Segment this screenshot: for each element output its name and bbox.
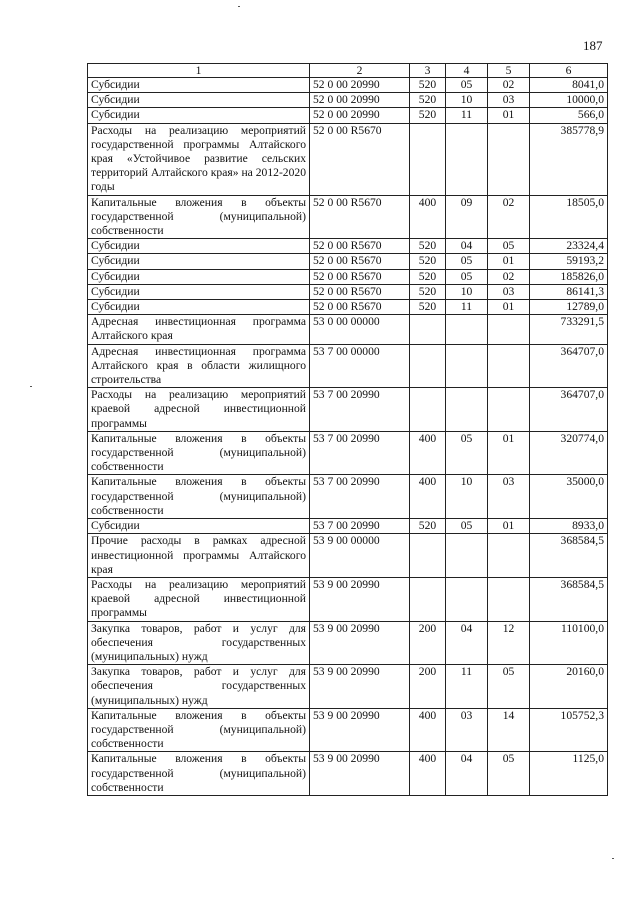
cell-section: 04 — [446, 621, 488, 665]
cell-amount: 86141,3 — [530, 284, 608, 299]
cell-amount: 10000,0 — [530, 93, 608, 108]
cell-subsection: 03 — [488, 93, 530, 108]
cell-subsection: 02 — [488, 269, 530, 284]
cell-amount: 733291,5 — [530, 315, 608, 344]
cell-expense-type: 520 — [410, 78, 446, 93]
cell-name: Закупка товаров, работ и услуг для обеспечения государственных (муниципальных) нужд — [88, 621, 310, 665]
cell-code: 52 0 00 R5670 — [310, 284, 410, 299]
cell-expense-type — [410, 344, 446, 388]
table-body — [88, 78, 608, 796]
cell-code: 53 7 00 20990 — [310, 388, 410, 432]
table-row — [88, 78, 608, 93]
cell-name: Прочие расходы в рамках адресной инвестиционной программы Алтайского края — [88, 534, 310, 578]
cell-expense-type: 400 — [410, 708, 446, 752]
cell-name: Адресная инвестиционная программа Алтайского края — [88, 315, 310, 344]
cell-amount: 105752,3 — [530, 708, 608, 752]
cell-subsection — [488, 344, 530, 388]
cell-subsection: 05 — [488, 752, 530, 796]
cell-amount: 23324,4 — [530, 239, 608, 254]
cell-code: 53 0 00 00000 — [310, 315, 410, 344]
cell-section — [446, 534, 488, 578]
header-col-6: 6 — [530, 64, 608, 78]
cell-name: Капитальные вложения в объекты государственной (муниципальной) собственности — [88, 752, 310, 796]
cell-amount: 566,0 — [530, 108, 608, 123]
header-col-1: 1 — [88, 64, 310, 78]
cell-amount: 110100,0 — [530, 621, 608, 665]
table-row — [88, 344, 608, 388]
cell-code: 52 0 00 R5670 — [310, 300, 410, 315]
table-row — [88, 108, 608, 123]
cell-section: 03 — [446, 708, 488, 752]
cell-section — [446, 123, 488, 195]
cell-section: 04 — [446, 752, 488, 796]
cell-amount: 185826,0 — [530, 269, 608, 284]
cell-name: Субсидии — [88, 284, 310, 299]
cell-name: Субсидии — [88, 93, 310, 108]
cell-section: 10 — [446, 475, 488, 519]
cell-name: Субсидии — [88, 519, 310, 534]
table-row — [88, 254, 608, 269]
scan-speck — [612, 858, 614, 859]
cell-subsection: 01 — [488, 108, 530, 123]
cell-name: Капитальные вложения в объекты государственной (муниципальной) собственности — [88, 431, 310, 475]
cell-expense-type — [410, 577, 446, 621]
table-header — [88, 64, 608, 78]
cell-section: 05 — [446, 78, 488, 93]
cell-expense-type: 520 — [410, 300, 446, 315]
cell-subsection: 02 — [488, 78, 530, 93]
cell-expense-type: 520 — [410, 254, 446, 269]
cell-name: Адресная инвестиционная программа Алтайского края в области жилищного строительства — [88, 344, 310, 388]
cell-code: 53 9 00 20990 — [310, 577, 410, 621]
cell-amount: 8933,0 — [530, 519, 608, 534]
cell-code: 53 9 00 20990 — [310, 665, 410, 709]
cell-code: 52 0 00 R5670 — [310, 123, 410, 195]
cell-name: Субсидии — [88, 269, 310, 284]
cell-subsection: 01 — [488, 254, 530, 269]
cell-name: Капитальные вложения в объекты государственной (муниципальной) собственности — [88, 195, 310, 239]
cell-name: Субсидии — [88, 108, 310, 123]
cell-section — [446, 577, 488, 621]
cell-amount: 320774,0 — [530, 431, 608, 475]
header-col-3: 3 — [410, 64, 446, 78]
cell-expense-type: 520 — [410, 239, 446, 254]
cell-amount: 364707,0 — [530, 388, 608, 432]
cell-subsection — [488, 315, 530, 344]
cell-subsection: 01 — [488, 519, 530, 534]
table-row — [88, 475, 608, 519]
table-row — [88, 388, 608, 432]
table-row — [88, 93, 608, 108]
table-row — [88, 315, 608, 344]
cell-amount: 12789,0 — [530, 300, 608, 315]
table-row — [88, 577, 608, 621]
cell-expense-type: 520 — [410, 269, 446, 284]
cell-expense-type: 200 — [410, 665, 446, 709]
cell-section: 09 — [446, 195, 488, 239]
cell-code: 52 0 00 20990 — [310, 93, 410, 108]
cell-amount: 368584,5 — [530, 577, 608, 621]
cell-amount: 35000,0 — [530, 475, 608, 519]
table-row — [88, 431, 608, 475]
cell-subsection: 05 — [488, 239, 530, 254]
cell-subsection — [488, 388, 530, 432]
cell-subsection — [488, 123, 530, 195]
header-row — [88, 64, 608, 78]
cell-section: 11 — [446, 665, 488, 709]
cell-amount: 20160,0 — [530, 665, 608, 709]
cell-code: 53 9 00 20990 — [310, 752, 410, 796]
cell-code: 53 9 00 20990 — [310, 708, 410, 752]
cell-section: 05 — [446, 254, 488, 269]
cell-code: 53 7 00 20990 — [310, 475, 410, 519]
cell-section: 05 — [446, 431, 488, 475]
cell-section: 05 — [446, 269, 488, 284]
cell-code: 53 7 00 00000 — [310, 344, 410, 388]
cell-section: 11 — [446, 108, 488, 123]
cell-subsection: 14 — [488, 708, 530, 752]
cell-code: 52 0 00 20990 — [310, 108, 410, 123]
table-row — [88, 534, 608, 578]
cell-name: Расходы на реализацию мероприятий краевой адресной инвестиционной программы — [88, 577, 310, 621]
cell-section: 05 — [446, 519, 488, 534]
header-col-5: 5 — [488, 64, 530, 78]
cell-subsection: 03 — [488, 284, 530, 299]
cell-amount: 368584,5 — [530, 534, 608, 578]
cell-expense-type — [410, 388, 446, 432]
cell-expense-type: 520 — [410, 108, 446, 123]
cell-expense-type: 400 — [410, 431, 446, 475]
cell-code: 52 0 00 R5670 — [310, 269, 410, 284]
cell-amount: 59193,2 — [530, 254, 608, 269]
cell-expense-type: 200 — [410, 621, 446, 665]
cell-code: 52 0 00 R5670 — [310, 239, 410, 254]
table-row — [88, 519, 608, 534]
header-col-4: 4 — [446, 64, 488, 78]
cell-expense-type: 520 — [410, 284, 446, 299]
cell-code: 53 9 00 20990 — [310, 621, 410, 665]
cell-subsection — [488, 577, 530, 621]
cell-code: 53 7 00 20990 — [310, 519, 410, 534]
cell-name: Субсидии — [88, 78, 310, 93]
cell-expense-type — [410, 534, 446, 578]
table-row — [88, 621, 608, 665]
cell-section: 10 — [446, 93, 488, 108]
cell-expense-type: 400 — [410, 475, 446, 519]
cell-subsection: 12 — [488, 621, 530, 665]
cell-expense-type: 400 — [410, 195, 446, 239]
cell-name: Расходы на реализацию мероприятий государственной программы Алтайского края «Устойчивое развитие сельских территорий Алтайского края» на 2012-2020 годы — [88, 123, 310, 195]
cell-subsection: 05 — [488, 665, 530, 709]
budget-table — [87, 63, 608, 796]
cell-section — [446, 388, 488, 432]
cell-code: 52 0 00 R5670 — [310, 254, 410, 269]
cell-name: Расходы на реализацию мероприятий краевой адресной инвестиционной программы — [88, 388, 310, 432]
cell-subsection: 03 — [488, 475, 530, 519]
cell-expense-type: 520 — [410, 519, 446, 534]
scan-speck — [238, 6, 240, 7]
cell-section — [446, 344, 488, 388]
cell-section: 04 — [446, 239, 488, 254]
cell-amount: 385778,9 — [530, 123, 608, 195]
cell-name: Капитальные вложения в объекты государственной (муниципальной) собственности — [88, 475, 310, 519]
cell-subsection: 01 — [488, 431, 530, 475]
cell-subsection: 01 — [488, 300, 530, 315]
cell-expense-type — [410, 123, 446, 195]
cell-expense-type — [410, 315, 446, 344]
cell-code: 53 7 00 20990 — [310, 431, 410, 475]
cell-code: 52 0 00 R5670 — [310, 195, 410, 239]
cell-section: 11 — [446, 300, 488, 315]
cell-amount: 18505,0 — [530, 195, 608, 239]
cell-expense-type: 400 — [410, 752, 446, 796]
cell-section — [446, 315, 488, 344]
table-row — [88, 708, 608, 752]
table-row — [88, 284, 608, 299]
table-row — [88, 269, 608, 284]
table-row — [88, 123, 608, 195]
page-number: 187 — [583, 38, 603, 53]
cell-expense-type: 520 — [410, 93, 446, 108]
table-row — [88, 665, 608, 709]
cell-name: Субсидии — [88, 239, 310, 254]
cell-code: 53 9 00 00000 — [310, 534, 410, 578]
cell-name: Субсидии — [88, 254, 310, 269]
cell-amount: 1125,0 — [530, 752, 608, 796]
table-row — [88, 239, 608, 254]
cell-name: Капитальные вложения в объекты государственной (муниципальной) собственности — [88, 708, 310, 752]
cell-amount: 364707,0 — [530, 344, 608, 388]
cell-name: Субсидии — [88, 300, 310, 315]
cell-code: 52 0 00 20990 — [310, 78, 410, 93]
scan-speck — [30, 386, 32, 387]
cell-subsection: 02 — [488, 195, 530, 239]
table-row — [88, 300, 608, 315]
header-col-2: 2 — [310, 64, 410, 78]
cell-amount: 8041,0 — [530, 78, 608, 93]
cell-subsection — [488, 534, 530, 578]
cell-name: Закупка товаров, работ и услуг для обеспечения государственных (муниципальных) нужд — [88, 665, 310, 709]
table-row — [88, 195, 608, 239]
cell-section: 10 — [446, 284, 488, 299]
table-row — [88, 752, 608, 796]
